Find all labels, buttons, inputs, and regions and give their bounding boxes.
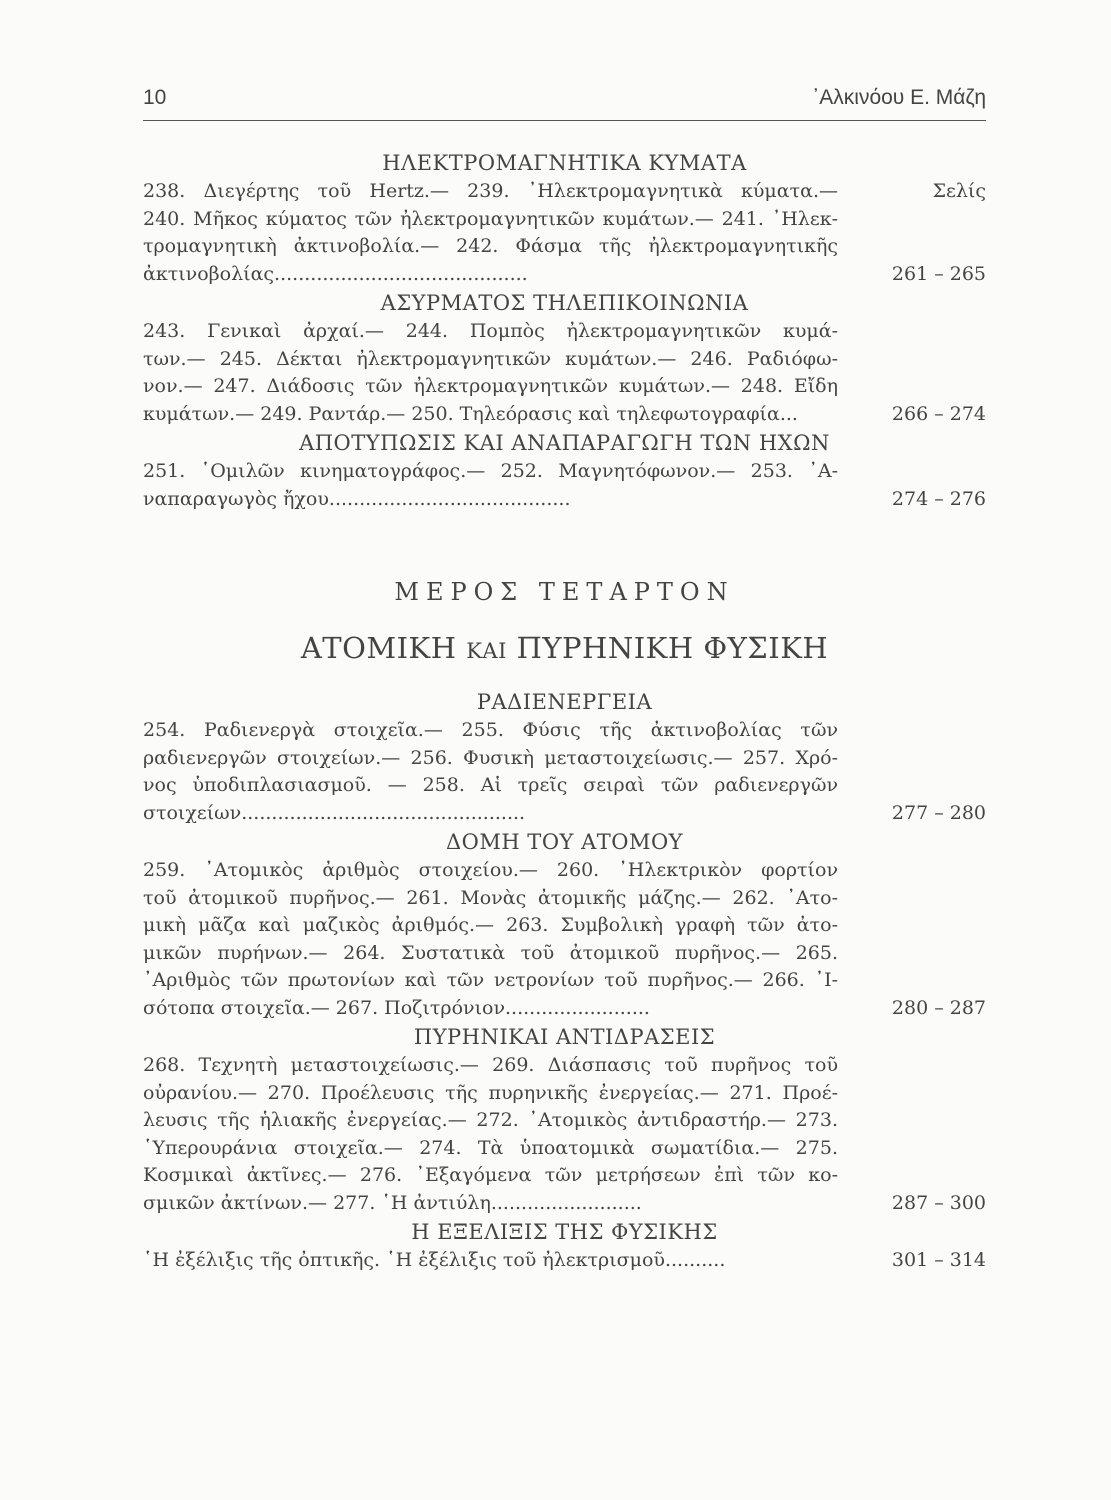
entry-line: σότοπα στοιχεῖα.— 267. Ποζιτρόνιον........................	[143, 996, 650, 1019]
page-number: 10	[143, 86, 167, 109]
page-range: 261 – 265	[891, 262, 986, 285]
entry-line: 259. ᾿Ατομικὸς ἀριθμὸς στοιχείου.— 260. ᾿Ηλεκτρικὸν φορτίον	[143, 859, 838, 881]
section-heading: ΑΣΥΡΜΑΤΟΣ ΤΗΛΕΠΙΚΟΙΝΩΝΙΑ	[380, 291, 749, 315]
toc-entry	[143, 458, 986, 513]
page-range: 301 – 314	[891, 1249, 986, 1271]
entry-line: ῾Η ἐξέλιξις τῆς ὀπτικῆς. ῾Η ἐξέλιξις τοῦ ἠλεκτρισμοῦ..........	[143, 1249, 726, 1271]
section-heading: Η ΕΞΕΛΙΞΙΣ ΤΗΣ ΦΥΣΙΚΗΣ	[411, 1220, 718, 1244]
part-title: ΜΕΡΟΣ ΤΕΤΑΡΤΟΝ	[394, 578, 735, 606]
entry-line: ᾿Αριθμὸς τῶν πρωτονίων καὶ τῶν νετρονίων τοῦ πυρῆνος.— 266. ᾿Ι-	[143, 969, 838, 991]
section-heading: ΔΟΜΗ ΤΟΥ ΑΤΟΜΟΥ	[445, 830, 684, 854]
toc-block-lower	[143, 687, 986, 1275]
entry-line: 240. Μῆκος κύματος τῶν ἠλεκτρομαγνητικῶν κυμάτων.— 241. ᾿Ηλεκ-	[143, 207, 838, 230]
entry-line: Κοσμικαὶ ἀκτῖνες.— 276. ᾿Εξαγόμενα τῶν μετρήσεων ἐπὶ τῶν κο-	[143, 1164, 838, 1186]
entry-line: ῾Υπερουράνια στοιχεῖα.— 274. Τὰ ὑποατομικὰ σωματίδια.— 275.	[143, 1136, 838, 1159]
entry-line: νος ὑποδιπλασιασμοῦ. — 258. Αἱ τρεῖς σειραὶ τῶν ραδιενεργῶν	[143, 774, 838, 796]
toc-block-upper	[143, 148, 986, 513]
entry-line: μικὴ μᾶζα καὶ μαζικὸς ἀριθμός.— 263. Συμβολικὴ γραφὴ τῶν ἀτο-	[143, 914, 838, 936]
entry-text	[143, 1247, 838, 1275]
entry-line: 243. Γενικαὶ ἀρχαί.— 244. Πομπὸς ἠλεκτρομαγνητικῶν κυμά-	[143, 320, 838, 342]
entry-line: κυμάτων.— 249. Ραντάρ.— 250. Τηλεόρασις καὶ τηλεφωτογραφία...	[143, 402, 798, 425]
page-header	[143, 86, 986, 121]
section-heading: ΡΑΔΙΕΝΕΡΓΕΙΑ	[476, 690, 653, 714]
page-range: 287 – 300	[891, 1191, 986, 1214]
entry-line: 268. Τεχνητὴ μεταστοιχείωσις.— 269. Διάσπασις τοῦ πυρῆνος τοῦ	[143, 1054, 838, 1076]
entry-line: των.— 245. Δέκται ἠλεκτρομαγνητικῶν κυμάτων.— 246. Ραδιόφω-	[143, 347, 838, 370]
entry-line: ραδιενεργῶν στοιχείων.— 256. Φυσικὴ μεταστοιχείωσις.— 257. Χρό-	[143, 746, 838, 769]
entry-line: τοῦ ἀτομικοῦ πυρῆνος.— 261. Μονὰς ἀτομικῆς μάζης.— 262. ᾿Ατο-	[143, 886, 838, 909]
pages-column-label: Σελίς	[932, 180, 986, 202]
big-title-before: ΑΤΟΜΙΚΗ	[300, 631, 467, 665]
toc-entry	[143, 1247, 986, 1275]
entry-text	[143, 458, 838, 513]
entry-text	[143, 857, 838, 1022]
entry-line: ναπαραγωγὸς ἤχου........................................	[143, 487, 571, 510]
toc-entry	[143, 857, 986, 1022]
running-title: ᾿Αλκινόου Ε. Μάζη	[812, 86, 986, 109]
section-heading: ΠΥΡΗΝΙΚΑΙ ΑΝΤΙΔΡΑΣΕΙΣ	[413, 1025, 716, 1049]
toc-entry	[143, 318, 986, 428]
entry-line: νον.— 247. Διάδοσις τῶν ἠλεκτρομαγνητικῶν κυμάτων.— 248. Εἴδη	[143, 375, 838, 397]
entry-line: 254. Ραδιενεργὰ στοιχεῖα.— 255. Φύσις τῆς ἀκτινοβολίας τῶν	[143, 719, 838, 741]
entry-text	[143, 178, 838, 288]
entry-text	[143, 717, 838, 827]
section-heading: ΗΛΕΚΤΡΟΜΑΓΝΗΤΙΚΑ ΚΥΜΑΤΑ	[382, 151, 747, 175]
page-range: 266 – 274	[891, 402, 986, 425]
section-heading: ΑΠΟΤΥΠΩΣΙΣ ΚΑΙ ΑΝΑΠΑΡΑΓΩΓΗ ΤΩΝ ΗΧΩΝ	[299, 431, 830, 455]
page-range: 274 – 276	[891, 487, 986, 510]
entry-line: στοιχείων...............................................	[143, 801, 526, 824]
entry-line: 251. ῾Ομιλῶν κινηματογράφος.— 252. Μαγνητόφωνον.— 253. ᾿Α-	[143, 460, 838, 482]
big-title-after: ΠΥΡΗΝΙΚΗ ΦΥΣΙΚΗ	[506, 631, 829, 665]
big-title-small: ΚΑΙ	[466, 639, 507, 663]
entry-line: λευσις τῆς ἡλιακῆς ἐνεργείας.— 272. ᾿Ατομικὸς ἀντιδραστήρ.— 273.	[143, 1109, 838, 1131]
entry-line: τρομαγνητικὴ ἀκτινοβολία.— 242. Φάσμα τῆς ἠλεκτρομαγνητικῆς	[143, 235, 838, 257]
toc-entry	[143, 1052, 986, 1217]
page-range: 280 – 287	[891, 996, 986, 1019]
toc-entry	[143, 717, 986, 827]
toc-entry	[143, 178, 986, 288]
entry-text	[143, 1052, 838, 1217]
entry-line: ἀκτινοβολίας..........................................	[143, 262, 528, 285]
entry-line: οὐρανίου.— 270. Προέλευσις τῆς πυρηνικῆς ἐνεργείας.— 271. Προέ-	[143, 1081, 838, 1104]
entry-line: σμικῶν ἀκτίνων.— 277. ῾Η ἀντιύλη.........................	[143, 1191, 642, 1214]
page-range: 277 – 280	[891, 801, 986, 824]
entry-line: 238. Διεγέρτης τοῦ Hertz.— 239. ᾿Ηλεκτρομαγνητικὰ κύματα.—	[143, 180, 838, 202]
entry-line: μικῶν πυρήνων.— 264. Συστατικὰ τοῦ ἀτομικοῦ πυρῆνος.— 265.	[143, 941, 838, 964]
entry-text	[143, 318, 838, 428]
big-title	[143, 631, 986, 665]
